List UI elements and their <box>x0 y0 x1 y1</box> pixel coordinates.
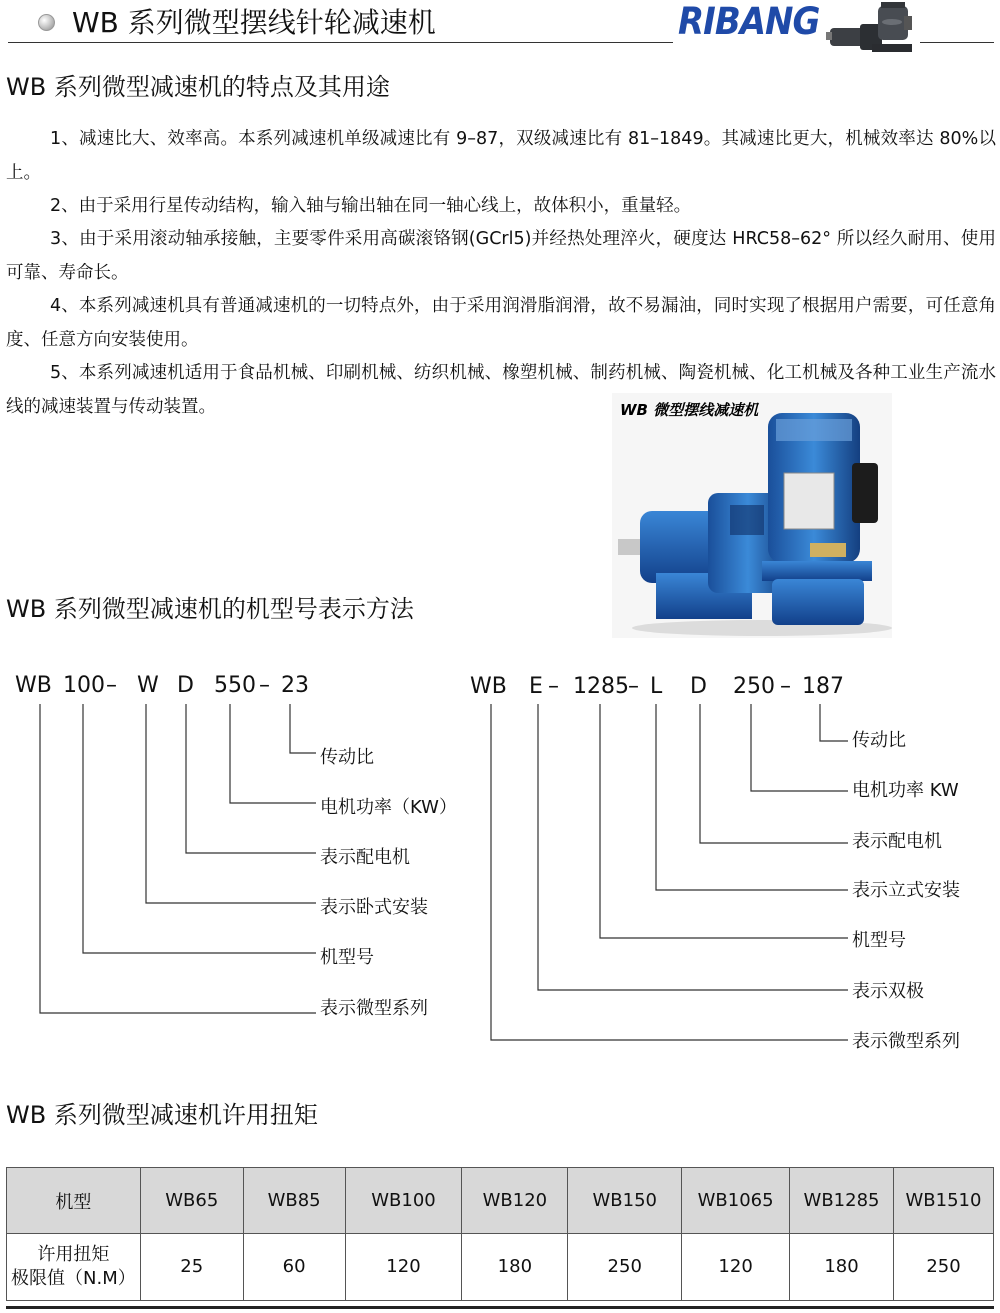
label-with-motor: 表示配电机 <box>852 831 942 852</box>
table-cell: 180 <box>462 1234 568 1301</box>
code-part-motor: D <box>177 673 194 698</box>
code-part-power: 250 <box>733 674 775 699</box>
label-micro-series: 表示微型系列 <box>320 998 428 1019</box>
section-title-torque: WB 系列微型减速机许用扭矩 <box>6 1101 318 1129</box>
label-double-stage: 表示双极 <box>852 981 924 1002</box>
label-model-size: 机型号 <box>320 947 374 968</box>
page-title: WB 系列微型摆线针轮减速机 <box>72 6 436 39</box>
label-vertical-mount: 表示立式安装 <box>852 880 960 901</box>
header-cell: WB1065 <box>682 1168 790 1234</box>
brand-logo: RIBANG <box>678 0 820 44</box>
table-cell: 250 <box>893 1234 993 1301</box>
code-part-motor: D <box>690 674 707 699</box>
code-part-series: WB <box>15 673 52 698</box>
code-part-size: 1285 <box>573 674 629 699</box>
table-cell: 25 <box>140 1234 243 1301</box>
code-part-size: 100 <box>63 673 105 698</box>
label-horizontal-mount: 表示卧式安装 <box>320 897 428 918</box>
table-cell: 120 <box>345 1234 462 1301</box>
feature-paragraph-3: 3、由于采用滚动轴承接触，主要零件采用高碳滚铬钢(GCrl5)并经热处理淬火，硬度达 HRC58–62° 所以经久耐用、使用可靠、寿命长。 <box>6 229 996 283</box>
code-part-dash: – <box>548 674 559 699</box>
header-cell: WB120 <box>462 1168 568 1234</box>
section-title-features: WB 系列微型减速机的特点及其用途 <box>6 73 390 101</box>
table-row <box>7 1234 994 1301</box>
code-part-series: WB <box>470 674 507 699</box>
feature-paragraph-5: 5、本系列减速机适用于食品机械、印刷机械、纺织机械、橡塑机械、制药机械、陶瓷机械、化工机械及各种工业生产流水线的减速装置与传动装置。 <box>6 363 996 417</box>
code-part-power: 550 <box>214 673 256 698</box>
code-part-vertical: L <box>650 674 663 699</box>
header-cell: WB1510 <box>893 1168 993 1234</box>
label-motor-power: 电机功率 KW <box>852 780 959 801</box>
feature-paragraph-2: 2、由于采用行星传动结构，输入轴与输出轴在同一轴心线上，故体积小，重量轻。 <box>50 196 692 216</box>
code-part-horizontal: W <box>137 673 159 698</box>
code-part-dash: – <box>628 674 639 699</box>
table-cell: 120 <box>682 1234 790 1301</box>
label-motor-power: 电机功率（KW） <box>320 797 457 818</box>
table-header-row <box>7 1168 994 1234</box>
header-cell: WB1285 <box>790 1168 894 1234</box>
feature-paragraph-4: 4、本系列减速机具有普通减速机的一切特点外，由于采用润滑脂润滑，故不易漏油，同时实现了根据用户需要，可任意角度、任意方向安装使用。 <box>6 296 996 350</box>
feature-paragraph-1: 1、减速比大、效率高。本系列减速机单级减速比有 9–87，双级减速比有 81–1849。其减速比更大，机械效率达 80%以上。 <box>6 129 996 183</box>
header-cell: WB100 <box>345 1168 462 1234</box>
header-cell: WB85 <box>243 1168 345 1234</box>
code-part-ratio: 187 <box>802 674 844 699</box>
label-with-motor: 表示配电机 <box>320 847 410 868</box>
code-part-dash: – <box>106 673 117 698</box>
label-ratio: 传动比 <box>852 730 906 751</box>
header-cell-model: 机型 <box>7 1168 141 1234</box>
table-bottom-rule <box>6 1306 994 1309</box>
code-part-ratio: 23 <box>281 673 309 698</box>
table-cell: 180 <box>790 1234 894 1301</box>
row-label-line: 极限值（N.M） <box>11 1268 136 1289</box>
photo-caption: WB 微型摆线减速机 <box>620 401 759 419</box>
section-title-model-code: WB 系列微型减速机的机型号表示方法 <box>6 595 414 623</box>
code-part-double: E <box>529 674 543 699</box>
label-micro-series: 表示微型系列 <box>852 1031 960 1052</box>
code-part-dash: – <box>259 673 270 698</box>
code-part-dash: – <box>780 674 791 699</box>
header-cell: WB65 <box>140 1168 243 1234</box>
label-model-size: 机型号 <box>852 930 906 951</box>
table-cell: 60 <box>243 1234 345 1301</box>
row-label-line: 许用扭矩 <box>37 1244 110 1265</box>
label-ratio: 传动比 <box>320 747 374 768</box>
torque-table <box>6 1167 994 1301</box>
header-cell: WB150 <box>568 1168 682 1234</box>
table-cell: 250 <box>568 1234 682 1301</box>
row-label-torque <box>7 1234 141 1301</box>
